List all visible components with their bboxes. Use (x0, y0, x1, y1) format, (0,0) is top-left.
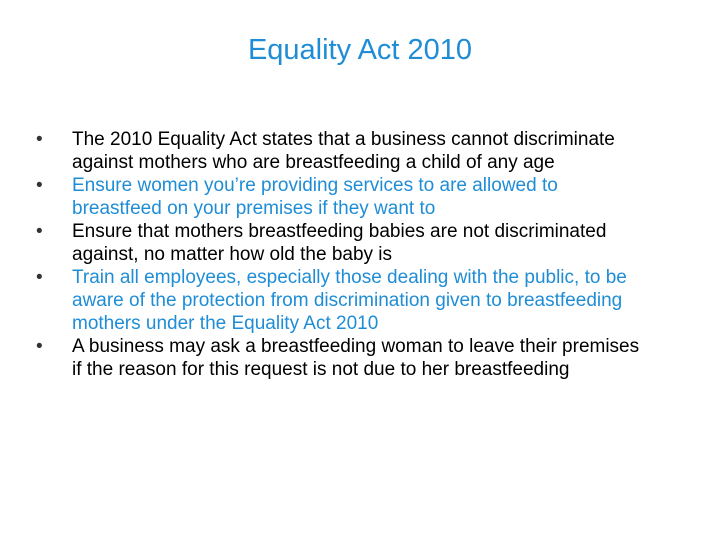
slide-title: Equality Act 2010 (247, 34, 473, 66)
bullet-item (36, 128, 706, 174)
bullet-list (36, 128, 706, 381)
bullet-text-line: mothers under the Equality Act 2010 (72, 313, 379, 334)
bullet-text-line: Train all employees, especially those dealing with the public, to be (72, 267, 627, 288)
bullet-item (36, 174, 706, 220)
bullet-text-line: against mothers who are breastfeeding a child of any age (72, 152, 555, 173)
bullet-text-line: if the reason for this request is not due to her breastfeeding (72, 359, 570, 380)
bullet-dot-icon: • (36, 175, 43, 196)
bullet-text-line: aware of the protection from discrimination given to breastfeeding (72, 290, 623, 311)
bullet-text-line: against, no matter how old the baby is (72, 244, 393, 265)
bullet-text-line: breastfeed on your premises if they want to (72, 198, 436, 219)
bullet-dot-icon: • (36, 221, 43, 242)
bullet-text-line: Ensure that mothers breastfeeding babies are not discriminated (72, 221, 607, 242)
bullet-item (36, 335, 706, 381)
bullet-dot-icon: • (36, 267, 43, 288)
bullet-text-line: Ensure women you’re providing services to are allowed to (72, 175, 558, 196)
bullet-dot-icon: • (36, 336, 43, 357)
bullet-item (36, 220, 706, 266)
bullet-dot-icon: • (36, 129, 43, 150)
bullet-text-line: A business may ask a breastfeeding woman to leave their premises (72, 336, 640, 357)
bullet-text-line: The 2010 Equality Act states that a business cannot discriminate (72, 129, 615, 150)
bullet-item (36, 266, 706, 335)
